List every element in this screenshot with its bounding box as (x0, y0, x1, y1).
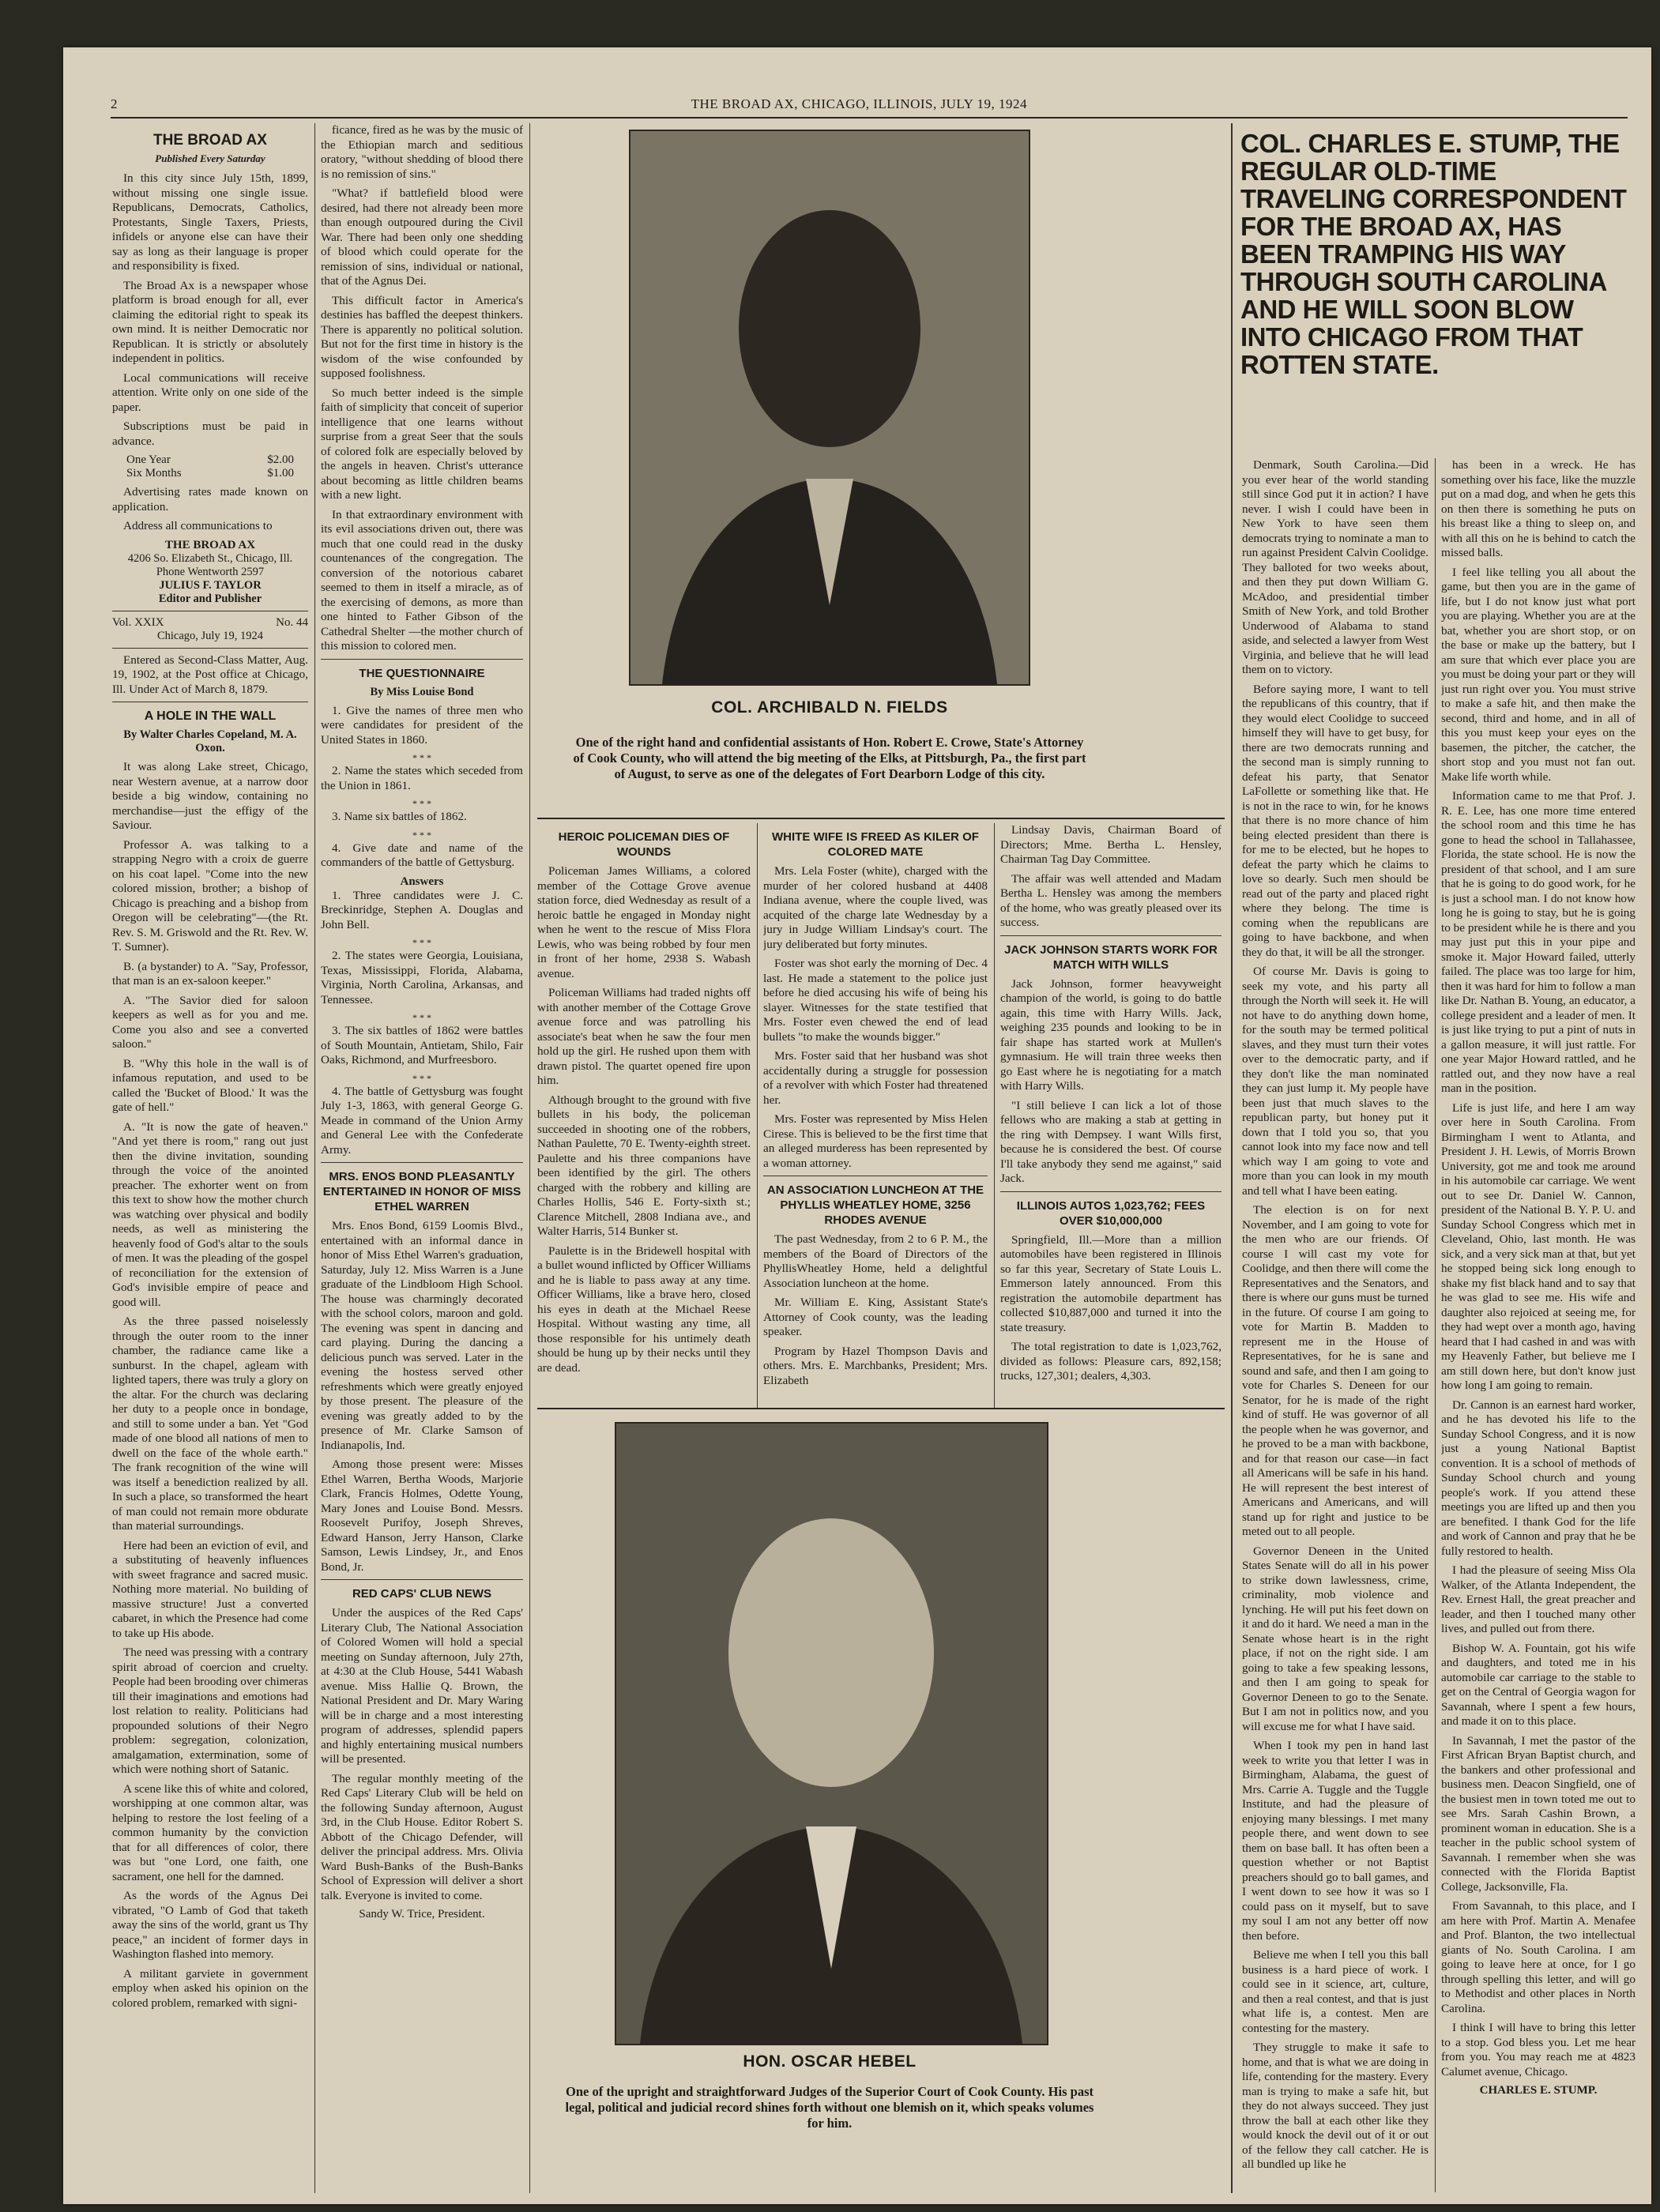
bond-headline: MRS. ENOS BOND PLEASANTLY ENTERTAINED IN HONOR OF MISS ETHEL WARREN (322, 1170, 521, 1213)
colophon-p2: The Broad Ax is a newspaper whose platform is broad enough for all, ever claiming the editorial right to speak its own mind. It is neither Democratic nor Republican. It is strictly or absolutely independent in politics. (112, 278, 308, 365)
separator-stars: * * * (412, 829, 431, 841)
wife-headline: WHITE WIFE IS FREED AS KILER OF COLORED MATE (772, 830, 979, 859)
portrait-silhouette-icon (630, 131, 1029, 684)
johnson-headline: JACK JOHNSON STARTS WORK FOR MATCH WITH WILLS (1004, 942, 1218, 972)
hole-p9: The need was pressing with a contrary spirit abroad of coercion and cruelty. People had been brooding over chimeras till their imaginations and emotions had lost relation to reality. Politicians had propounded solutions of their Negro problem: segregation, colonization, amalgamation, extermination, some of which were nothing short of Satanic. (112, 1646, 308, 1776)
question-1: 1. Give the names of three men who were candidates for president of the United States in 1860. (321, 703, 523, 747)
divider (537, 1408, 1225, 1409)
johnson-article (1000, 823, 1221, 1400)
hebel-name: HON. OSCAR HEBEL (743, 2052, 917, 2071)
divider (112, 648, 308, 649)
answers-heading: Answers (400, 875, 444, 888)
column-rule (994, 823, 995, 1408)
stump-a1: Denmark, South Carolina.—Did you ever hear of the world standing still since God put it in action? I have never. I wish I could have been in New York to have seen them democrats trying to nominate a man to run against President Calvin Coolidge. They balloted for two weeks about, and then they put down William G. McAdoo, and presidential timber Smith of New York, and told Brother Underwood of Alabama to stand aside, and selected a lawyer from West Virginia, and believe that he will lead them on to victory. (1242, 458, 1429, 676)
column-rule (1231, 123, 1233, 2193)
colophon-p6: Address all communications to (123, 519, 273, 532)
autos-p2: The total registration to date is 1,023,762, divided as follows: Pleasure cars, 892,158; trucks, 127,301; dealers, 4,303. (1000, 1340, 1221, 1382)
luncheon-p1: The past Wednesday, from 2 to 6 P. M., the members of the Board of Directors of the PhyllisWheatley Home, held a delightful Association luncheon at the home. (763, 1232, 988, 1290)
stump-b5: Dr. Cannon is an earnest hard worker, and he has devoted his life to the Sunday School Congress, and it is now just a young National Baptist convention. It is a school of methods of Sunday School church and young people's work. If you attend these meetings you are lifted up and then you are benefited. I thank God for the life and work of Cannon and pray that he be fully restored to health. (1441, 1398, 1636, 1558)
policeman-article (537, 823, 751, 1400)
editor-name: JULIUS F. TAYLOR (159, 578, 262, 592)
editor-title: Editor and Publisher (158, 592, 262, 605)
wife-p2: Foster was shot early the morning of Dec. 4 last. He made a statement to the police just before he died accusing his wife of being his slayer. Witnesses for the state testified that Mrs. Foster even chewed the end of lead bullets "to make the wounds bigger." (763, 957, 988, 1044)
hole-p10: A scene like this of white and colored, worshipping at one common altar, was helping to restore the lost feeling of a common humanity by the conviction that for all differences of color, there was but "one Lord, one faith, one sacrament, one hell for the damned. (112, 1781, 308, 1883)
question-4: 4. Give date and name of the commanders of the battle of Gettysburg. (321, 841, 523, 869)
policeman-p2: Policeman Williams had traded nights off with another member of the Cottage Grove avenue force and was patrolling his associate's beat when he saw the four men hold up the girl. He rushed upon them with drawn pistol. The quartet opened fire upon him. (537, 986, 751, 1087)
stump-b4: Life is just life, and here I am way over here in South Carolina. From Birmingham I went to Atlanta, and President J. H. Lewis, of Morris Brown University, got me and took me around in his automobile car carriage. We went out to see Dr. Daniel W. Cannon, president of the National B. Y. P. U. and Sunday School Congress which met in Cleveland, Ohio, last month. He was sick, and a very sick man at that, but yet he stopped being sick long enough to shake my fist black hand and to say that he was glad to see me. His wife and daughter also rejoiced at seeing me, for they had wept over a month ago, having heard that I had cashed in and was with my Heavenly Father, but believe me I am still down here, but don't know just how long I am going to remain. (1441, 1100, 1636, 1392)
divider (321, 659, 523, 660)
colophon-p4: Subscriptions must be paid in advance. (112, 419, 308, 448)
divider (537, 818, 1225, 819)
bond-p2: Among those present were: Misses Ethel Warren, Bertha Woods, Marjorie Clark, Francis Holmes, Odette Young, Mary Jones and Louise Bond. Messrs. Roosevelt Purifoy, Joseph Shreves, Edward Hanson, Jerry Hanson, Clarke Samson, Lewis Lindsey, Jr., and Enos Bond, Jr. (321, 1458, 523, 1574)
colophon-published: Published Every Saturday (155, 152, 265, 164)
page-number: 2 (111, 96, 118, 111)
hole-p4: A. "The Savior died for saloon keepers as well as for you and me. Come you also and see a converted saloon." (112, 993, 308, 1051)
stump-a8: They struggle to make it safe to home, and that is what we are doing in life, contending for the mastery. Every man is trying to make a safe hit, but they do not always succeed. They just throw the ball at each other like they would knock the devil out of it or out of the fellow they call catcher. He is all bundled up like he (1242, 2041, 1429, 2171)
hole-c2-p2: "What? if battlefield blood were desired, had there not already been more than enough outpoured during the Civil War. There had been only one shedding of blood which could operate for the remission of sins, individual or national, that of the Agnus Dei. (321, 186, 523, 288)
address-name: THE BROAD AX (164, 538, 256, 551)
hole-byline: By Walter Charles Copeland, M. A. Oxon. (123, 728, 297, 754)
separator-stars: * * * (412, 1072, 431, 1084)
rate-one-year-price: $2.00 (267, 453, 294, 466)
hebel-caption: One of the upright and straightforward Judges of the Superior Court of Cook County. His past legal, political and judicial record shines forth without one blemish on it, which speaks volumes for him. (565, 2084, 1094, 2131)
masthead-rule (111, 117, 1628, 118)
question-2: 2. Name the states which seceded from the Union in 1861. (321, 764, 523, 792)
fields-portrait (629, 130, 1030, 686)
policeman-p3: Although brought to the ground with five bullets in his body, the policeman succeeded in shooting one of the robbers, Nathan Paulette, 70 E. Twenty-eighth street. Paulette and his three companions have been identified by the girl. The others charged with the robbery and killing are Charles Hollis, 546 E. Forty-sixth st.; Clarence Mitchell, 2808 Indiana ave., and Walter Harris, 514 Bunker st. (537, 1093, 751, 1238)
hole-p2: Professor A. was talking to a strapping Negro with a croix de guerre on his coat lapel. "Come into the new colored mission, brother; a bishop of Chicago is preaching and a bishop from Oregon will be celebrating"—(the Rt. Rev. S. M. Griswold and the Rt. Rev. W. T. Sumner). (112, 837, 308, 954)
hole-p5: B. "Why this hole in the wall is of infamous reputation, and used to be called the 'Bucket of Blood.' It was the gate of hell." (112, 1056, 308, 1114)
stump-b9: From Savannah, to this place, and I am here with Prof. Martin A. Menafee and Prof. Blanton, the two intellectual giants of No. South Carolina. I am going to leave here at once, for I go through spelling this letter, and will go to Methodist and other places in North Carolina. (1441, 1899, 1636, 2015)
hole-p11: As the words of the Agnus Dei vibrated, "O Lamb of God that taketh away the sins of the world, grant us Thy peace," an incident of former days in Washington flashed into memory. (112, 1889, 308, 1961)
answer-4: 4. The battle of Gettysburg was fought July 1-3, 1863, with general George G. Meade in command of the Union Army and General Lee with the Confederate Army. (321, 1084, 523, 1157)
stump-b7: Bishop W. A. Fountain, got his wife and daughters, and toted me in his automobile car carriage to the stable to get on the Central of Georgia wagon for Savannah, where I spent a few hours, and made it on to this place. (1441, 1641, 1636, 1728)
wife-p4: Mrs. Foster was represented by Miss Helen Cirese. This is believed to be the first time that an alleged murderess has been represented by a woman attorney. (763, 1112, 988, 1170)
lindsay-p1: Lindsay Davis, Chairman Board of Directors; Mme. Bertha L. Hensley, Chairman Tag Day Committee. (1000, 823, 1221, 866)
hole-c2-p1: ficance, fired as he was by the music of the Ethiopian march and seditious oratory, "without shedding of blood there is no remission of sins." (321, 123, 523, 181)
johnson-p2: "I still believe I can lick a lot of those fellows who are making a stab at getting in the ring with Dempsey. I want Wills first, because he is considered the best. Of course I'll take anybody they send me against," said Jack. (1000, 1098, 1221, 1185)
stump-a7: Believe me when I tell you this ball business is a hard piece of work. I could see in it science, art, culture, and then a real contest, and that is just what life is, a contest. Men are contesting for the mastery. (1242, 1948, 1429, 2035)
hole-p7: As the three passed noiselessly through the outer room to the inner chamber, the radiance came like a sunburst. In the chapel, agleam with lighted tapers, there was truly a glory on the altar. For the church was declaring her duty to a people once in bondage, and still to some under a ban. Yet "God made of one blood all nations of men to dwell on the face of the whole earth." The frank recognition of the wine will was itself a benediction realized by all. In such a place, so transformed the heart of man could not remain more obdurate than material surroundings. (112, 1315, 308, 1533)
hole-c2-p3: This difficult factor in America's destinies has baffled the deepest thinkers. There is apparently no political solution. But not for the first time in history is the wisdom of the wise confounded by supposed foolishness. (321, 293, 523, 380)
stump-a6: When I took my pen in hand last week to write you that letter I was in Birmingham, Alabama, the guest of Mrs. Carrie A. Tuggle and the Tuggle Institute, and had the pleasure of enjoying many blessings. I met many people there, and went down to see them on base ball. It has often been a question whether or not Baptist preachers should go to ball games, and I went down to see how it was so I could pass on it myself, but to save my soul I am not any better off now then before. (1242, 1739, 1429, 1943)
hole-p1: It was along Lake street, Chicago, near Western avenue, at a narrow door beside a big window, containing no merchandise—just the effigy of the Saviour. (112, 760, 308, 832)
address-phone: Phone Wentworth 2597 (156, 565, 265, 578)
stump-column-1 (1242, 458, 1429, 2192)
policeman-headline: HEROIC POLICEMAN DIES OF WOUNDS (558, 830, 730, 859)
rate-one-year (112, 453, 308, 467)
wife-p3: Mrs. Foster said that her husband was shot accidentally during a struggle for possession of a revolver with which Foster had threatened her. (763, 1049, 988, 1107)
issue-date: Chicago, July 19, 1924 (156, 629, 264, 642)
question-3: 3. Name six battles of 1862. (332, 810, 467, 823)
questionnaire-headline: THE QUESTIONNAIRE (359, 666, 485, 680)
redcaps-headline: RED CAPS' CLUB NEWS (352, 1587, 492, 1601)
column-rule (1435, 458, 1436, 2192)
wife-p1: Mrs. Lela Foster (white), charged with the murder of her colored husband at 4408 Indiana avenue, where the couple lived, was acquited of the charge late Wednesday by a jury in Judge William Lindsay's court. The jury deliberated but forty minutes. (763, 864, 988, 951)
volume-line (112, 616, 308, 630)
hole-c2-p5: In that extraordinary environment with its evil associations driven out, there was much that one could read in the dusky countenances of the congregation. The conversion of the notorious cabaret seemed to them in itself a miracle, as of the exercising of demons, as more than one hinted to Father Gibson of the Cathedral Shelter —the mother church of this mission to colored men. (321, 507, 523, 653)
issue-number: No. 44 (276, 615, 308, 629)
hole-c2-p4: So much better indeed is the simple faith of simplicity that conceit of superior intelligence that one learns without surprise from a great Seer that the souls of colored folk are especially beloved by the angels in heaven. Christ's utterance about becoming as little children beams with a new light. (321, 386, 523, 502)
questionnaire-byline: By Miss Louise Bond (370, 685, 474, 698)
johnson-p1: Jack Johnson, former heavyweight champion of the world, is going to do battle again, this time with Harry Wills. Jack, weighing 235 pounds and looking to be in fair shape has started work at Mullen's gymnasium. He will train three weeks then go East where he is negotiating for a match with Harry Wills. (1000, 976, 1221, 1093)
answer-2: 2. The states were Georgia, Louisiana, Texas, Mississippi, Florida, Alabama, Virginia, North Carolina, Arkansas, and Tennessee. (321, 949, 523, 1006)
separator-stars: * * * (412, 798, 431, 809)
colophon-p5: Advertising rates made known on application. (112, 485, 308, 514)
divider (321, 1162, 523, 1163)
hole-headline: A HOLE IN THE WALL (144, 709, 277, 723)
stump-b8: In Savannah, I met the pastor of the First African Bryan Baptist church, and the bankers and other professional and business men. Deacon Singfield, one of the busiest men in town toted me out to see Mrs. Sarah Cashin Brown, a prominent woman in education. She is a teacher in the public school system of Savannah. I remember when she was connected with the Florida Baptist College, Jacksonville, Fla. (1441, 1733, 1636, 1894)
redcaps-signature: Sandy W. Trice, President. (359, 1908, 485, 1920)
column-2 (321, 123, 523, 2193)
stump-a4: The election is on for next November, and I am going to vote for the men who are our friends. Of course I will cast my vote for Coolidge, and then there will come the Representatives and the Senators, and there is where our guns must be turned in the future. Of course I am going to vote for Martin B. Madden to represent me in the House of Representatives, for he is sane and sound and safe, and then I am going to vote for Charles S. Deneen for our Senator, for he is made of the right kind of stuff. He was governor of all the people when he was governor, and he proved to be a man with backbone, and for that reason our case—in fact all Americans will be safe in his hand. He will represent the best interest of Americans and Americans, and will stand up for right and justice to be meted out to all people. (1242, 1203, 1429, 1538)
autos-headline: ILLINOIS AUTOS 1,023,762; FEES OVER $10,000,000 (1016, 1198, 1206, 1228)
newspaper-page (63, 47, 1651, 2204)
divider (1000, 1191, 1221, 1192)
policeman-p1: Policeman James Williams, a colored member of the Cottage Grove avenue station force, died Wednesday as result of a heroic battle he engaged in Monday night when he went to the rescue of Miss Flora Lewis, who was being robbed by four men in front of her home, 2938 S. Wabash avenue. (537, 864, 751, 980)
entered-notice: Entered as Second-Class Matter, Aug. 19, 1902, at the Post office at Chicago, Ill. Under Act of March 8, 1879. (112, 653, 308, 696)
divider (321, 1579, 523, 1580)
column-rule (529, 123, 530, 2193)
column-rule (314, 123, 315, 2193)
answer-3: 3. The six battles of 1862 were battles of South Mountain, Antietam, Shilo, Fair Oaks, Richmond, and Murfreesboro. (321, 1024, 523, 1066)
luncheon-p3: Program by Hazel Thompson Davis and others. Mrs. E. Marchbanks, President; Mrs. Elizabeth (763, 1344, 988, 1387)
hole-p6: A. "It is now the gate of heaven." "And yet there is room," rang out just then the divine invitation, sounding through the voice of the anointed preacher. The exhorter went on from this text to show how the mother church was watching over physical and bodily needs, as well as ministering the heavenly food of God's altar to the souls of men. It was the pleading of the gospel of reconciliation for the extension of God's invisible empire of peace and good will. (112, 1119, 308, 1309)
volume: Vol. XXIX (112, 615, 164, 629)
redcaps-p1: Under the auspices of the Red Caps' Literary Club, The National Association of Colored Women will hold a special meeting on Sunday afternoon, July 27th, at 4:30 at the Club House, 5441 Wabash avenue. Miss Hallie Q. Brown, the National President and Dr. Mary Waring will be in charge and a most interesting program of addresses, splendid papers and highly entertaining musical numbers will be presented. (321, 1606, 523, 1766)
column-1 (112, 123, 308, 2193)
bond-p1: Mrs. Enos Bond, 6159 Loomis Blvd., entertained with an informal dance in honor of Miss Ethel Warren's graduation, Saturday, July 12. Miss Warren is a June graduate of the Lindbloom High School. The house was charmingly decorated with the school colors, maroon and gold. The evening was spent in dancing and card playing. During the dancing a delicious punch was served. Later in the evening the hostess served other refreshments which were greatly enjoyed by those present. The pleasure of the evening was greatly added to by the presence of Mr. Clarke Samson of Indianapolis, Ind. (321, 1219, 523, 1452)
stump-column-2 (1441, 458, 1636, 2192)
divider (1000, 935, 1221, 936)
rate-six-months-label: Six Months (126, 467, 182, 480)
colophon-name: THE BROAD AX (153, 132, 267, 149)
answer-1: 1. Three candidates were J. C. Breckinridge, Stephen A. Douglas and John Bell. (321, 888, 523, 931)
stump-headline: COL. CHARLES E. STUMP, THE REGULAR OLD-TIME TRAVELING CORRESPONDENT FOR THE BROAD AX, HAS BEEN TRAMPING HIS WAY THROUGH SOUTH CAROLINA AND HE WILL SOON BLOW INTO CHICAGO FROM THAT ROTTEN STATE. (1240, 129, 1627, 379)
fields-name: COL. ARCHIBALD N. FIELDS (711, 698, 948, 717)
address-street: 4206 So. Elizabeth St., Chicago, Ill. (127, 551, 293, 565)
stump-b1: has been in a wreck. He has something over his face, like the muzzle put on a mad dog, and when he gets this on then there is something he puts on his breast like a thing to sleep on, and with all this on he is behind to catch the missed balls. (1441, 458, 1636, 559)
luncheon-headline: AN ASSOCIATION LUNCHEON AT THE PHYLLIS WHEATLEY HOME, 3256 RHODES AVENUE (766, 1183, 984, 1227)
stump-b6: I had the pleasure of seeing Miss Ola Walker, of the Atlanta Independent, the Rev. Ernest Hall, the great preacher and leader, and then I touched many other lives, and pulled out from there. (1441, 1563, 1636, 1635)
stump-b3: Information came to me that Prof. J. R. E. Lee, has one more time entered the school room and this time he has gone to head the school in Tallahassee, Florida, the state school. He is now the president of that school, and I am sure that he is going to do good work, for he is just a school man. I do not know how long he is going to stay, but he is going to be president while he is there and you may just put this in your pipe and smoke it. Major Howard failed, utterly failed. The place was too large for him, then it was hard for him to follow a man like Dr. Nathan B. Young, an educator, a college president and a leader of men. It is just like trying to put a pint of nuts in a gallon measure, it will just rattle. For one year Major Howard rattled, and he rattled out, and they now have a real man in the position. (1441, 789, 1636, 1095)
masthead-title: THE BROAD AX, CHICAGO, ILLINOIS, JULY 19, 1924 (691, 96, 1027, 111)
rate-six-months-price: $1.00 (267, 467, 294, 480)
stump-a5: Governor Deneen in the United States Senate will do all in his power to strike down lawlessness, crime, criminality, mob violence and lynching. He will put his feet down on it and do it hard. We need a man in the Senate whose heart is in the right place, if not on the right side. I am going to take a few speaking lessons, and then I am going to speak for Governor Deneen to go to the Senate. But I am not in politics now, and you will excuse me for what I have said. (1242, 1544, 1429, 1733)
column-rule (757, 823, 758, 1408)
colophon-p1: In this city since July 15th, 1899, without missing one single issue. Republicans, Democrats, Catholics, Protestants, Single Taxers, Priests, infidels or anyone else can have their say as long as their language is proper and responsibility is fixed. (112, 171, 308, 273)
rate-one-year-label: One Year (126, 453, 171, 466)
separator-stars: * * * (412, 937, 431, 948)
autos-p1: Springfield, Ill.—More than a million automobiles have been registered in Illinois so far this year, Secretary of State Louis L. Emmerson lately announced. From this registration the automobile department has collected $10,887,000 and turned it into the state treasury. (1000, 1232, 1221, 1334)
stump-a2: Before saying more, I want to tell the republicans of this country, that if they would elect Coolidge to succeed himself they will have to get busy, for there are two democrats running and the second man is simply running to defeat his party, that Senator LaFollette or something like that. He is not in the race to win, for he knows that there is no more chance of him being elected president than there is for me to be elected, but he hopes to defeat the party which he claims to love so dearly. Such men should be read out of the party and placed right where they belong. The time is coming when the republicans are going to have backbone, and when they do that, it will be all the stronger. (1242, 682, 1429, 959)
stump-a3: Of course Mr. Davis is going to seek my vote, and his party all through the North will seek it. He will not have to do anything down home, for the south may be termed political slaves, and they must turn their votes over to the democratic party, and if they don't like the man nominated they can just lump it. My people have been just that much slaves to the republican party, but honey put it down that I told you so, that you cannot look into my face now and tell which way I am going to vote and more than you can look in my mouth and tell what I have been eating. (1242, 965, 1429, 1198)
portrait-silhouette-icon (616, 1424, 1047, 2044)
fields-caption: One of the right hand and confidential assistants of Hon. Robert E. Crowe, State's Attorney of Cook County, who will attend the big meeting of the Elks, at Pittsburgh, Pa., the first part of August, to serve as one of the delegates of Fort Dearborn Lodge of this city. (573, 735, 1086, 781)
hebel-portrait (615, 1422, 1048, 2045)
lindsay-p2: The affair was well attended and Madam Bertha L. Hensley was among the members of the home, who was greatly pleased over its success. (1000, 871, 1221, 929)
wife-article (763, 823, 988, 1400)
rate-six-months (112, 467, 308, 485)
masthead (111, 96, 1628, 112)
redcaps-p2: The regular monthly meeting of the Red Caps' Literary Club will be held on the following Sunday afternoon, August 3rd, in the Club House. Editor Robert S. Abbott of the Chicago Defender, will deliver the principal address. Mrs. Olivia Ward Bush-Banks of the Bush-Banks School of Expression will deliver a short talk. Everyone is invited to come. (321, 1771, 523, 1902)
hole-p12: A militant garviete in government employ when asked his opinion on the colored problem, remarked with signi- (112, 1966, 308, 2010)
hole-p8: Here had been an eviction of evil, and a substituting of heavenly influences with sweet fragrance and sacred music. Nothing more material. No building of massive structure! Just a converted cabaret, in which the Presence had come to take up His abode. (112, 1538, 308, 1640)
stump-b10: I think I will have to bring this letter to a stop. God bless you. Let me hear from you. You may reach me at 4823 Calumet avenue, Chicago. (1441, 2021, 1636, 2078)
policeman-p4: Paulette is in the Bridewell hospital with a bullet wound inflicted by Officer Williams and he is liable to pass away at any time. Officer Williams, like a brave hero, closed his eyes in death at the Michael Reese Hospital. Without wasting any time, all those responsible for his untimely death should be hung up by their necks until they are dead. (537, 1243, 751, 1375)
colophon-p3: Local communications will receive attention. Write only on one side of the paper. (112, 371, 308, 414)
luncheon-p2: Mr. William E. King, Assistant State's Attorney of Cook county, was the leading speaker. (763, 1296, 988, 1338)
stump-b2: I feel like telling you all about the game, but then you are in the game of life, but I do not know just what port you are playing. Whether you are at the bat, whether you are short stop, or on the base or make up the battery, but I am sure that which ever place you are you must be doing your part or they will just run right over you. You must strive to make a safe hit, and then make the second, third and home, and in all of this you must keep your eyes on the basemen, the pitcher, the catcher, the short stop and you must not fan out. Make life worth while. (1441, 565, 1636, 784)
separator-stars: * * * (412, 1012, 431, 1023)
stump-signature: CHARLES E. STUMP. (1479, 2084, 1598, 2097)
separator-stars: * * * (412, 752, 431, 763)
hole-p3: B. (a bystander) to A. "Say, Professor, that man is an ex-saloon keeper." (112, 959, 308, 988)
